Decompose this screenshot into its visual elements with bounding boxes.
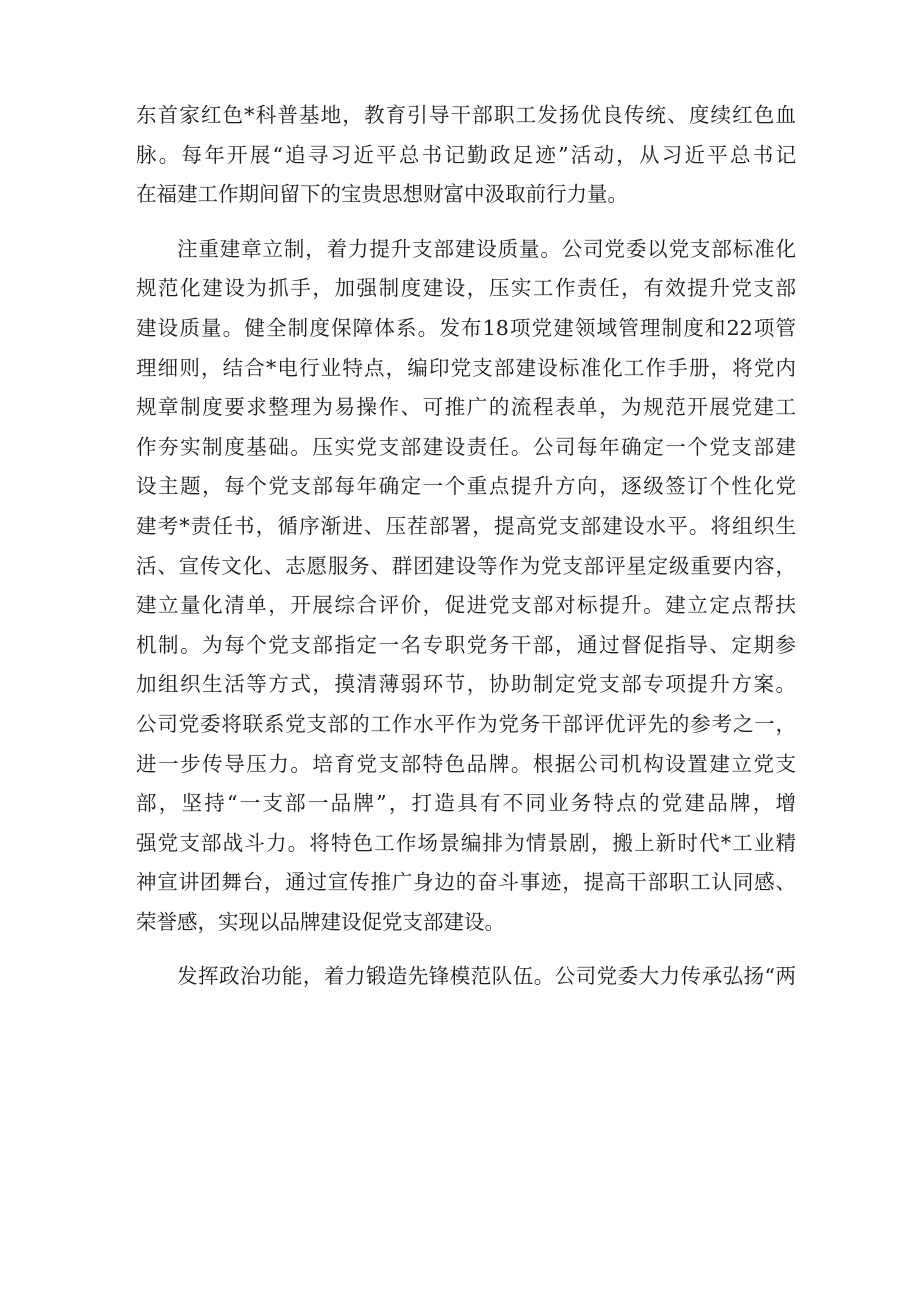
text-line: 发挥政治功能，着力锻造先锋模范队伍。公司党委大力传承弘扬“两 (177, 964, 796, 989)
text-line: 作夯实制度基础。压实党支部建设责任。公司每年确定一个党支部建 (136, 434, 796, 459)
document-body (136, 96, 796, 1012)
text-line: 在福建工作期间留下的宝贵思想财富中汲取前行力量。 (136, 182, 628, 207)
text-line: 活、宣传文化、志愿服务、群团建设等作为党支部评星定级重要内容， (136, 553, 796, 578)
text-line: 东首家红色*科普基地，教育引导干部职工发扬优良传统、度续红色血 (136, 103, 796, 127)
text-line: 理细则，结合*电行业特点，编印党支部建设标准化工作手册，将党内 (136, 355, 796, 380)
text-line: 建立量化清单，开展综合评价，促进党支部对标提升。建立定点帮扶 (136, 593, 796, 618)
text-line: 荣誉感，实现以品牌建设促党支部建设。 (136, 909, 505, 934)
text-line: 注重建章立制，着力提升支部建设质量。公司党委以党支部标准化 (177, 236, 796, 261)
text-line: 脉。每年开展“追寻习近平总书记勤政足迹”活动，从习近平总书记 (136, 142, 796, 167)
paragraph-3 (136, 957, 796, 997)
text-line: 设主题，每个党支部每年确定一个重点提升方向，逐级签订个性化党 (136, 474, 796, 499)
text-line: 规章制度要求整理为易操作、可推广的流程表单，为规范开展党建工 (136, 395, 796, 420)
text-line: 进一步传导压力。培育党支部特色品牌。根据公司机构设置建立党支 (136, 751, 796, 776)
text-line: 建设质量。健全制度保障体系。发布18项党建领域管理制度和22项管 (136, 315, 796, 340)
text-line: 神宣讲团舞台，通过宣传推广身边的奋斗事迹，提高干部职工认同感、 (136, 870, 796, 895)
text-line: 加组织生活等方式，摸清薄弱环节，协助制定党支部专项提升方案。 (136, 672, 796, 697)
paragraph-1 (136, 96, 796, 215)
text-line: 机制。为每个党支部指定一名专职党务干部，通过督促指导、定期参 (136, 632, 796, 657)
text-line: 建考*责任书，循序渐进、压茬部署，提高党支部建设水平。将组织生 (136, 513, 796, 538)
text-line: 公司党委将联系党支部的工作水平作为党务干部评优评先的参考之一， (136, 711, 796, 736)
paragraph-2 (136, 230, 796, 943)
text-line: 规范化建设为抓手，加强制度建设，压实工作责任，有效提升党支部 (136, 276, 796, 301)
text-line: 部，坚持“一支部一品牌”，打造具有不同业务特点的党建品牌，增 (136, 791, 796, 816)
text-line: 强党支部战斗力。将特色工作场景编排为情景剧，搬上新时代*工业精 (136, 830, 796, 855)
